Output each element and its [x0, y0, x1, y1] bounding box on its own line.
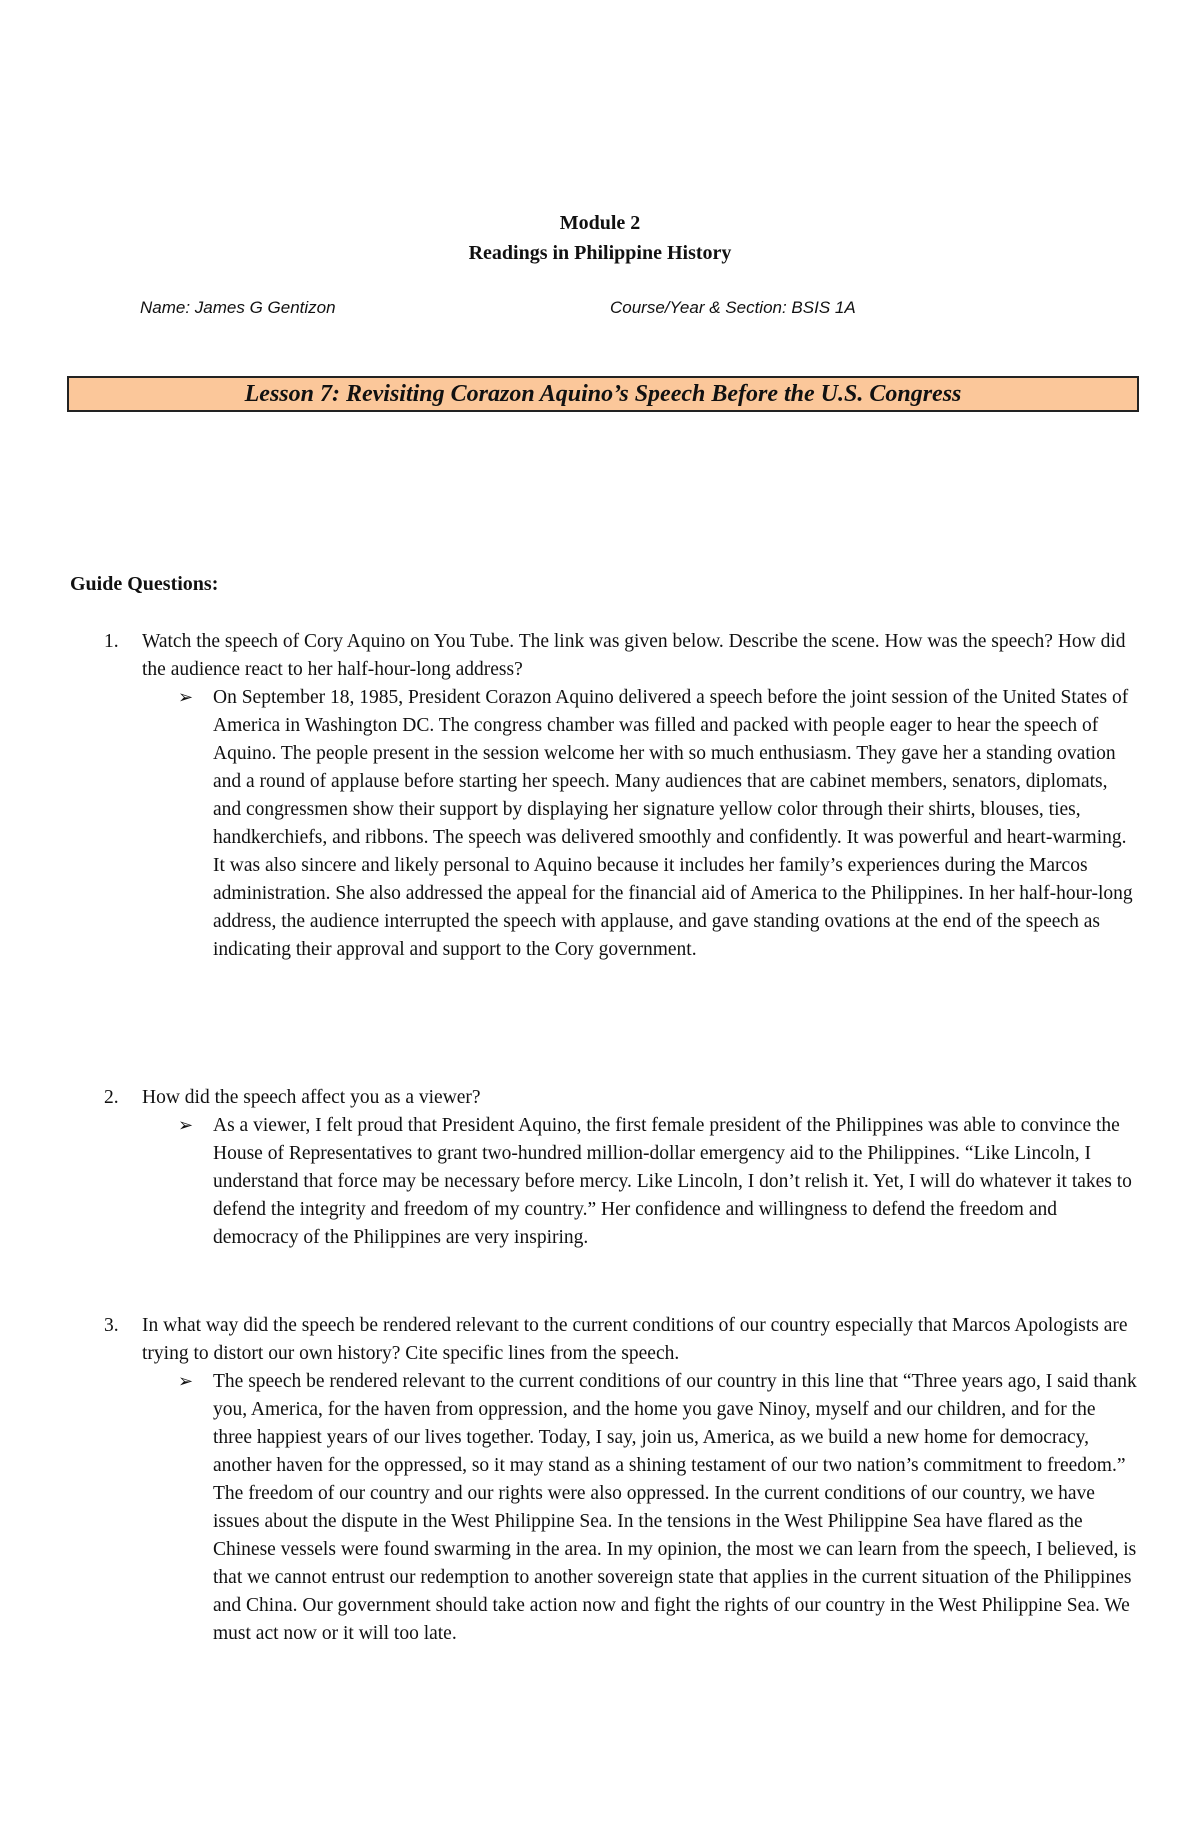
course-section: Course/Year & Section: BSIS 1A [610, 298, 856, 317]
question-number: 1. [104, 631, 119, 652]
question-number: 2. [104, 1087, 119, 1108]
arrowhead-bullet-icon: ➢ [178, 1371, 194, 1392]
question-text: How did the speech affect you as a viewer? [142, 1087, 481, 1108]
question-text: Watch the speech of Cory Aquino on You Tube. The link was given below. Describe the scene. How was the speech? How did the audience react to her half-hour-long address? [142, 631, 1126, 680]
question-3 [104, 1312, 1134, 1368]
answer-text: The speech be rendered relevant to the current conditions of our country in this line that “Three years ago, I said thank you, America, for the haven from oppression, and the home you gave Ninoy, myself and our children, and for the three happiest years of our lives together. Today, I say, join us, America, as we build a new home for democracy, another haven for the oppressed, so it may stand as a shining testament of our two nation’s commitment to freedom.” The freedom of our country and our rights were also oppressed. In the current conditions of our country, we have issues about the dispute in the West Philippine Sea. In the tensions in the West Philippine Sea have flared as the Chinese vessels were found swarming in the area. In my opinion, the most we can learn from the speech, I believed, is that we cannot entrust our redemption to another sovereign state that applies in the current situation of the Philippines and China. Our government should take action now and fight the rights of our country in the West Philippine Sea. We must act now or it will too late. [213, 1371, 1137, 1644]
answer-text: As a viewer, I felt proud that President Aquino, the first female president of the Philippines was able to convince the House of Representatives to grant two-hundred million-dollar emergency aid to the Philippines. “Like Lincoln, I understand that force may be necessary before mercy. Like Lincoln, I don’t relish it. Yet, I will do whatever it takes to defend the integrity and freedom of my country.” Her confidence and willingness to defend the freedom and democracy of the Philippines are very inspiring. [213, 1115, 1132, 1248]
guide-questions-heading: Guide Questions: [70, 573, 219, 595]
arrowhead-bullet-icon: ➢ [178, 1115, 194, 1136]
answer-2 [178, 1112, 1138, 1252]
answer-text: On September 18, 1985, President Corazon Aquino delivered a speech before the joint session of the United States of America in Washington DC. The congress chamber was filled and packed with people eager to hear the speech of Aquino. The people present in the session welcome her with so much enthusiasm. They gave her a standing ovation and a round of applause before starting her speech. Many audiences that are cabinet members, senators, diplomats, and congressmen show their support by displaying her signature yellow color through their shirts, blouses, ties, handkerchiefs, and ribbons. The speech was delivered smoothly and confidently. It was powerful and heart-warming. It was also sincere and likely personal to Aquino because it includes her family’s experiences during the Marcos administration. She also addressed the appeal for the financial aid of America to the Philippines. In her half-hour-long address, the audience interrupted the speech with applause, and gave standing ovations at the end of the speech as indicating their approval and support to the Cory government. [213, 687, 1133, 960]
question-1 [104, 628, 1134, 684]
arrowhead-bullet-icon: ➢ [178, 687, 194, 708]
answer-1 [178, 684, 1138, 964]
question-text: In what way did the speech be rendered relevant to the current conditions of our country especially that Marcos Apologists are trying to distort our own history? Cite specific lines from the speech. [142, 1315, 1128, 1364]
subject-title: Readings in Philippine History [468, 242, 732, 264]
student-name: Name: James G Gentizon [140, 298, 336, 317]
lesson-title-banner [67, 376, 1139, 412]
module-title: Module 2 [559, 212, 641, 234]
question-number: 3. [104, 1315, 119, 1336]
lesson-title: Lesson 7: Revisiting Corazon Aquino’s Speech Before the U.S. Congress [244, 381, 962, 407]
question-2 [104, 1084, 1134, 1112]
answer-3 [178, 1368, 1138, 1648]
